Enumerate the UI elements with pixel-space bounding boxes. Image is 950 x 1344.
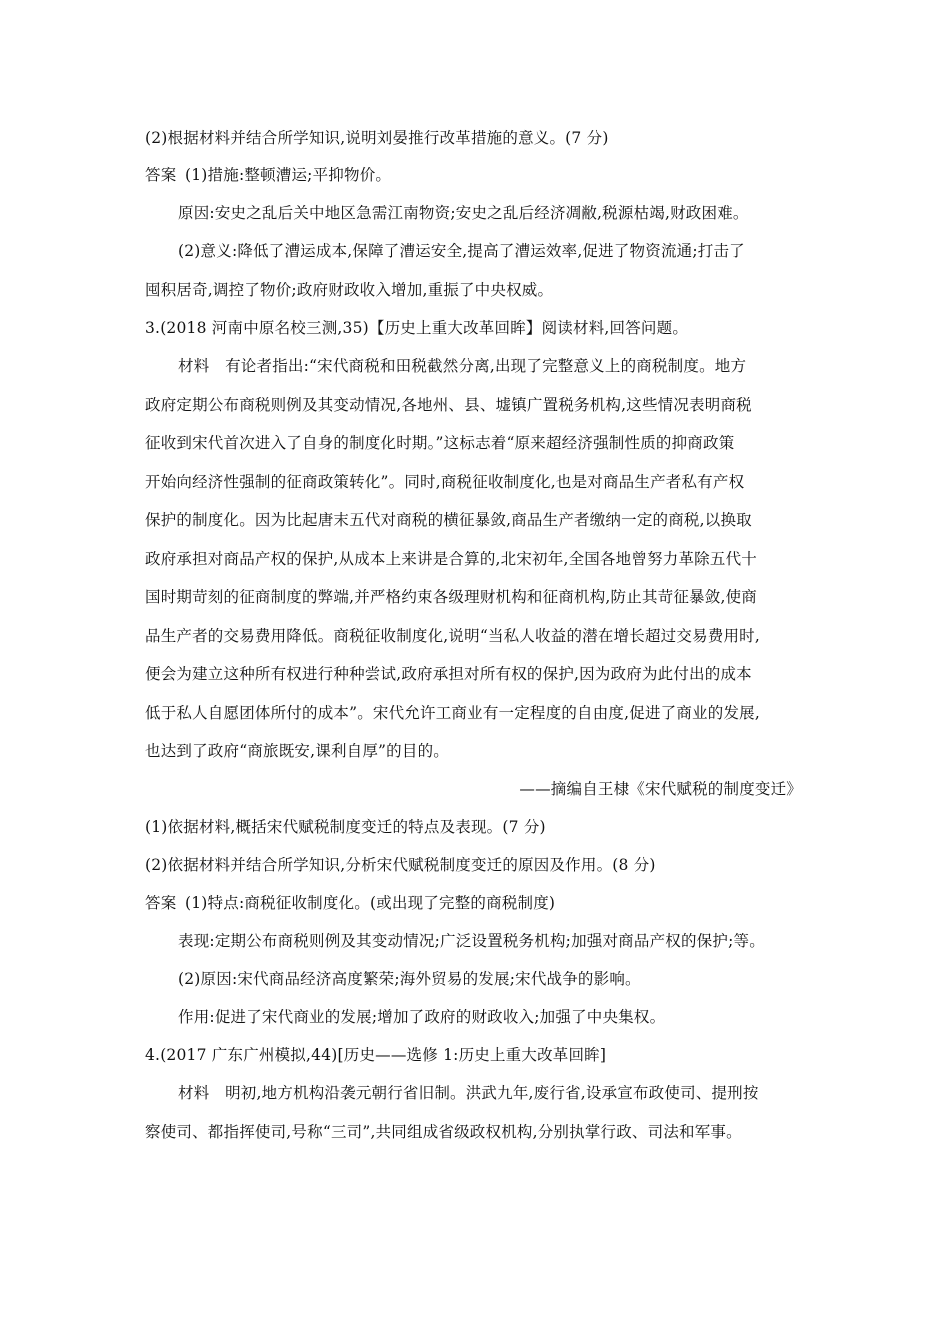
answer-significance-line: (2)意义:降低了漕运成本,保障了漕运安全,提高了漕运效率,促进了物资流通;打击了 [178,242,745,260]
material-paragraph-line: 国时期苛刻的征商制度的弊端,并严格约束各级理财机构和征商机构,防止其苛征暴敛,使商 [145,588,757,606]
question-2-prompt: (2)根据材料并结合所学知识,说明刘晏推行改革措施的意义。(7 分) [145,129,609,147]
answer-line [145,893,555,913]
material-paragraph-line: 品生产者的交易费用降低。商税征收制度化,说明“当私人收益的潜在增长超过交易费用时, [145,627,760,645]
material-paragraph-line: 察使司、都指挥使司,号称“三司”,共同组成省级政权机构,分别执掌行政、司法和军事。 [145,1123,742,1141]
material-source: ——摘编自王棣《宋代赋税的制度变迁》 [519,780,802,798]
material-paragraph-line: 便会为建立这种所有权进行种种尝试,政府承担对所有权的保护,因为政府为此付出的成本 [145,665,752,683]
question-3-heading: 3.(2018 河南中原名校三测,35)【历史上重大改革回眸】阅读材料,回答问题。 [145,319,689,337]
material-paragraph-line: 材料 有论者指出:“宋代商税和田税截然分离,出现了完整意义上的商税制度。地方 [178,357,747,375]
answer-cause-line: (2)原因:宋代商品经济高度繁荣;海外贸易的发展;宋代战争的影响。 [178,970,641,988]
material-paragraph-line: 政府承担对商品产权的保护,从成本上来讲是合算的,北宋初年,全国各地曾努力革除五代十 [145,550,757,568]
answer-significance-line-cont: 囤积居奇,调控了物价;政府财政收入增加,重振了中央权威。 [145,281,554,299]
material-paragraph-line: 低于私人自愿团体所付的成本”。宋代允许工商业有一定程度的自由度,促进了商业的发展, [145,704,760,722]
answer-text: (1)措施:整顿漕运;平抑物价。 [185,166,392,184]
answer-reason-line: 原因:安史之乱后关中地区急需江南物资;安史之乱后经济凋敝,税源枯竭,财政困难。 [178,204,749,222]
material-paragraph-line: 征收到宋代首次进入了自身的制度化时期。”这标志着“原来超经济强制性质的抑商政策 [145,434,735,452]
answer-label: 答案 [145,894,177,912]
material-paragraph-line: 材料 明初,地方机构沿袭元朝行省旧制。洪武九年,废行省,设承宣布政使司、提刑按 [178,1084,759,1102]
material-paragraph-line: 政府定期公布商税则例及其变动情况,各地州、县、墟镇广置税务机构,这些情况表明商税 [145,396,752,414]
question-3-part-2: (2)依据材料并结合所学知识,分析宋代赋税制度变迁的原因及作用。(8 分) [145,856,656,874]
answer-label: 答案 [145,166,177,184]
question-3-part-1: (1)依据材料,概括宋代赋税制度变迁的特点及表现。(7 分) [145,818,546,836]
question-4-heading: 4.(2017 广东广州模拟,44)[历史——选修 1:历史上重大改革回眸] [145,1046,607,1064]
answer-manifestation-line: 表现:定期公布商税则例及其变动情况;广泛设置税务机构;加强对商品产权的保护;等。 [178,932,765,950]
material-paragraph-line: 保护的制度化。因为比起唐末五代对商税的横征暴敛,商品生产者缴纳一定的商税,以换取 [145,511,752,529]
answer-line [145,165,391,185]
material-paragraph-line: 开始向经济性强制的征商政策转化”。同时,商税征收制度化,也是对商品生产者私有产权 [145,473,745,491]
material-paragraph-line: 也达到了政府“商旅既安,课利自厚”的目的。 [145,742,449,760]
answer-text: (1)特点:商税征收制度化。(或出现了完整的商税制度) [185,894,556,912]
answer-effect-line: 作用:促进了宋代商业的发展;增加了政府的财政收入;加强了中央集权。 [178,1008,666,1026]
